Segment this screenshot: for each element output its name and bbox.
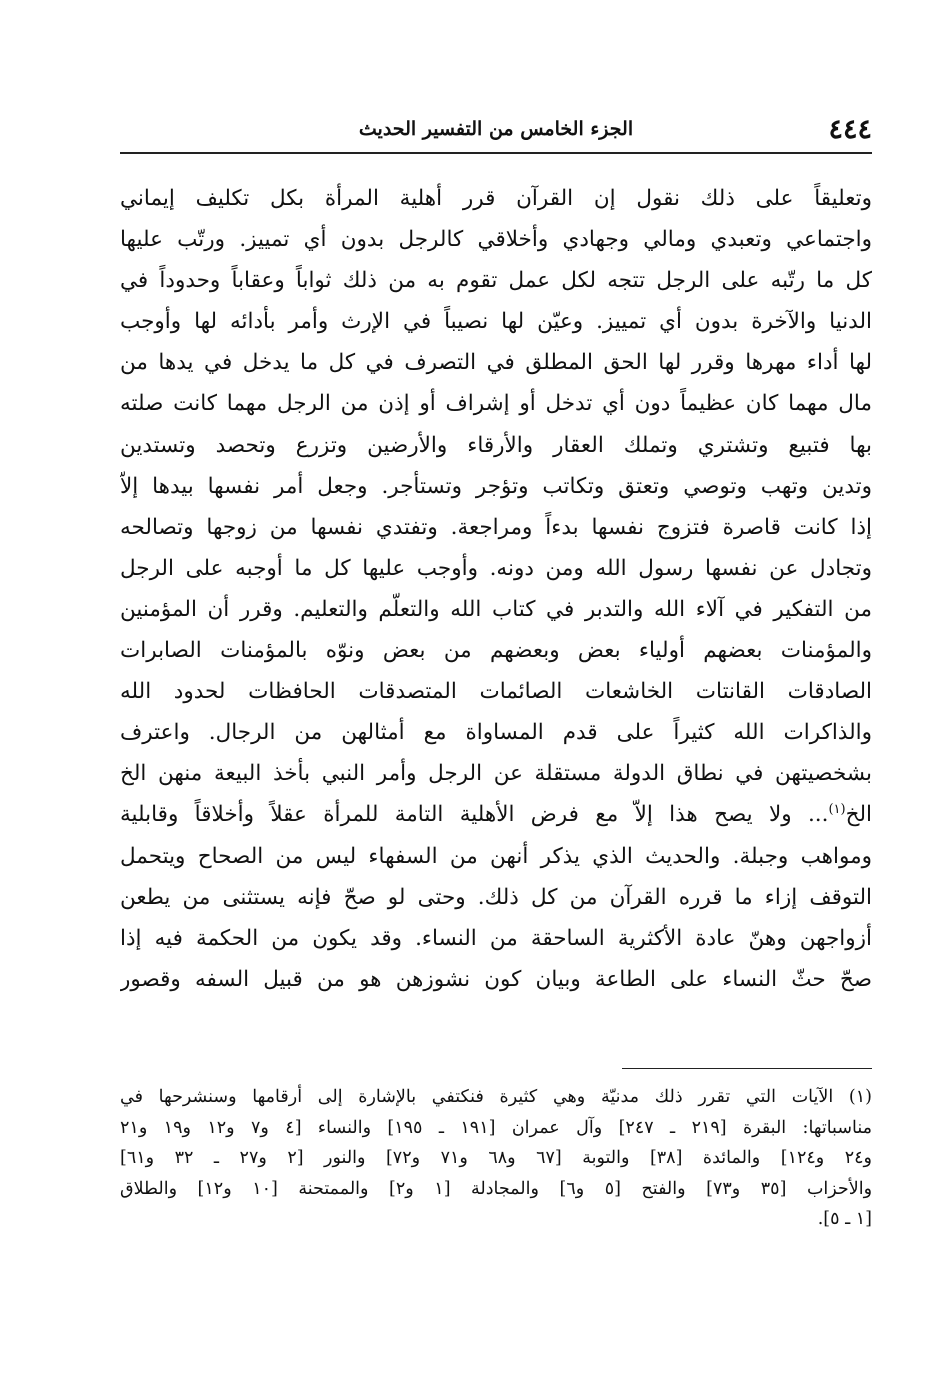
text-line: وتعليقاً على ذلك نقول إن القرآن قرر أهلية المرأة بكل تكليف إيماني — [120, 186, 872, 211]
running-title: الجزء الخامس من التفسير الحديث — [358, 118, 634, 140]
text-line: التوقف إزاء ما قرره القرآن من كل ذلك. وحتى لو صحّ فإنه يستثنى من يطعن — [120, 884, 872, 910]
text-line: الصادقات القانتات الخاشعات الصائمات المتصدقات الحافظات لحدود الله — [120, 679, 872, 705]
text-line: من التفكير في آلاء الله والتدبر في كتاب الله والتعلّم والتعليم. وقرر أن المؤمنين — [120, 596, 872, 622]
footnote-line: [١ ـ ٥]. — [817, 1209, 872, 1229]
header-divider — [120, 152, 872, 154]
footnote-reference[interactable]: (١) — [828, 802, 846, 818]
footnote-line: (١) الآيات التي تقرر ذلك مدنيّة وهي كثيرة فنكتفي بالإشارة إلى أرقامها وسنشرحها في — [120, 1087, 872, 1107]
text-line: وتجادل عن نفسها رسول الله ومن دونه. وأوجب عليها كل ما أوجبه على الرجل — [120, 555, 872, 581]
footnote-divider — [622, 1068, 872, 1069]
text-line: صحّ حثّ النساء على الطاعة وبيان كون نشوزهن هو من قبيل السفه وقصور — [120, 966, 872, 992]
footnote-line: و٢٤ و١٢٤] والمائدة [٣٨] والتوبة [٦٧ و٦٨ و٧١ و٧٢] والنور [٢ و٢٧ ـ ٣٢ و٦١] — [120, 1148, 872, 1168]
main-text — [120, 178, 872, 1000]
line-rest: ... ولا يصح هذا إلاّ مع فرض الأهلية التامة للمرأة عقلاً وأخلاقاً وقابلية — [120, 802, 829, 828]
footnote-line: مناسباتها: البقرة [٢١٩ ـ ٢٤٧] وآل عمران [١٩١ ـ ١٩٥] والنساء [٤ و٧ و١٢ و١٩ و٢١ — [120, 1117, 872, 1138]
text-line: إذا كانت قاصرة فتزوج نفسها بدءاً ومراجعة. وتفتدي نفسها من زوجها وتصالحه — [120, 514, 872, 540]
footnotes — [120, 1082, 872, 1235]
text-line: الدنيا والآخرة بدون أي تمييز. وعيّن لها نصيباً في الإرث وأمر بأدائه لها وأوجب — [120, 309, 872, 335]
text-line: لها أداء مهرها وقرر لها الحق المطلق في التصرف في كل ما يدخل في يدها من — [120, 350, 872, 376]
text-line: وتدين وتهب وتوصي وتعتق وتكاتب وتؤجر وتستأجر. وجعل أمر نفسها بيدها إلاّ — [120, 473, 872, 499]
text-line: مال مهما كان عظيماً دون أي تدخل أو إشراف أو إذن من الرجل مهما كانت صلته — [120, 391, 872, 417]
text-line: أزواجهن وهنّ عادة الأكثرية الساحقة من النساء. وقد يكون من الحكمة فيه إذا — [120, 925, 872, 951]
line-prefix: الخ — [845, 802, 872, 828]
page-header — [120, 112, 872, 150]
text-line: بشخصيتهن في نطاق الدولة مستقلة عن الرجل وأمر النبي بأخذ البيعة منهن الخ — [120, 761, 872, 787]
page-number: ٤٤٤ — [828, 114, 872, 145]
text-line: بها فتبيع وتشتري وتملك العقار والأرقاء والأرضين وتزرع وتحصد وتستدين — [120, 432, 872, 458]
text-line: ومواهب وجبلة. والحديث الذي يذكر أنهن من السفهاء ليس من الصحاح ويتحمل — [120, 843, 872, 869]
text-line: كل ما رتّبه على الرجل تتجه لكل عمل تقوم به من ذلك ثواباً وعقاباً وحدوداً في — [120, 268, 872, 294]
text-line: والمؤمنات بعضهم أولياء بعض وبعضهم من بعض ونوّه بالمؤمنات الصابرات — [120, 638, 872, 664]
text-line-with-footnote — [120, 794, 872, 835]
text-line: واجتماعي وتعبدي ومالي وجهادي وأخلاقي كالرجل بدون أي تمييز. ورتّب عليها — [120, 227, 872, 253]
text-line: والذاكرات الله كثيراً على قدم المساواة مع أمثالهن من الرجال. واعترف — [120, 720, 872, 746]
footnote-line: والأحزاب [٣٥ و٧٣] والفتح [٥ و٦] والمجادلة [١ و٢] والممتحنة [١٠ و١٢] والطلاق — [120, 1178, 872, 1199]
